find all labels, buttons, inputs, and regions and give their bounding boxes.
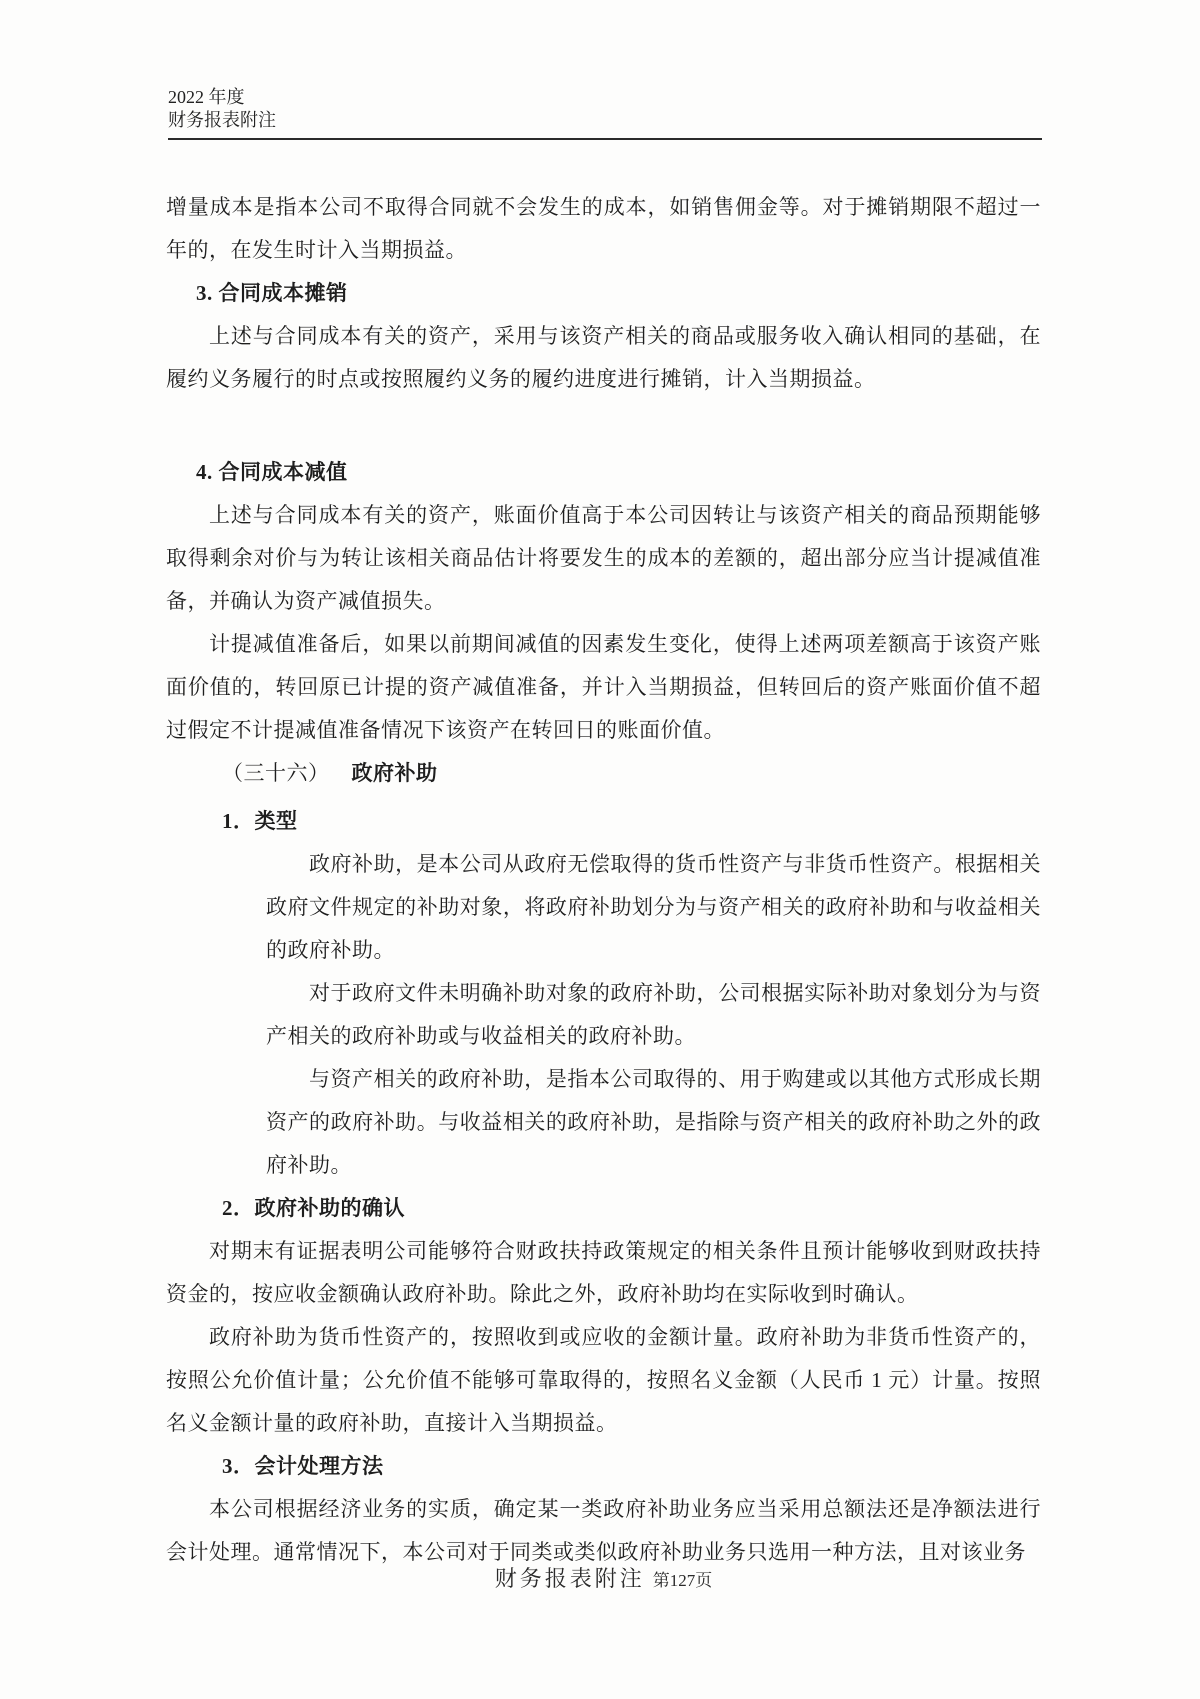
header-year-line: 2022 年度 bbox=[168, 87, 245, 107]
paragraph-grant-types-2: 对于政府文件未明确补助对象的政府补助，公司根据实际补助对象划分为与资产相关的政府补助或与收益相关的政府补助。 bbox=[266, 981, 1041, 1048]
paragraph-grant-types-1: 政府补助，是本公司从政府无偿取得的货币性资产与非货币性资产。根据相关政府文件规定的补助对象，将政府补助划分为与资产相关的政府补助和与收益相关的政府补助。 bbox=[266, 852, 1041, 962]
paragraph-amortization: 上述与合同成本有关的资产，采用与该资产相关的商品或服务收入确认相同的基础，在履约义务履行的时点或按照履约义务的履约进度进行摊销，计入当期损益。 bbox=[166, 324, 1041, 391]
paragraph-impairment-2: 计提减值准备后，如果以前期间减值的因素发生变化，使得上述两项差额高于该资产账面价值的，转回原已计提的资产减值准备，并计入当期损益，但转回后的资产账面价值不超过假定不计提减值准备情况下该资产在转回日的账面价值。 bbox=[166, 632, 1041, 742]
heading-contract-cost-impairment: 4. 合同成本减值 bbox=[196, 460, 348, 484]
section-title: 政府补助 bbox=[351, 761, 438, 785]
paragraph-carryover: 增量成本是指本公司不取得合同就不会发生的成本，如销售佣金等。对于摊销期限不超过一年的，在发生时计入当期损益。 bbox=[166, 195, 1041, 262]
heading-grant-recognition: 2．政府补助的确认 bbox=[222, 1196, 405, 1220]
page-footer bbox=[166, 1562, 1041, 1593]
document-body bbox=[166, 186, 1041, 1574]
heading-accounting-treatment: 3．会计处理方法 bbox=[222, 1454, 384, 1478]
paragraph-grant-types-3: 与资产相关的政府补助，是指本公司取得的、用于购建或以其他方式形成长期资产的政府补助。与收益相关的政府补助，是指除与资产相关的政府补助之外的政府补助。 bbox=[266, 1067, 1041, 1177]
paragraph-grant-recognition-2: 政府补助为货币性资产的，按照收到或应收的金额计量。政府补助为非货币性资产的，按照公允价值计量；公允价值不能够可靠取得的，按照名义金额（人民币 1 元）计量。按照名义金额计量的政府补助，直接计入当期损益。 bbox=[166, 1325, 1041, 1435]
footer-page-number: 第127页 bbox=[652, 1571, 713, 1590]
heading-grant-types: 1．类型 bbox=[222, 809, 298, 833]
heading-contract-cost-amortization: 3. 合同成本摊销 bbox=[196, 281, 348, 305]
section-number-label: （三十六） bbox=[222, 761, 330, 785]
paragraph-impairment-1: 上述与合同成本有关的资产，账面价值高于本公司因转让与该资产相关的商品预期能够取得剩余对价与为转让该相关商品估计将要发生的成本的差额的，超出部分应当计提减值准备，并确认为资产减值损失。 bbox=[166, 503, 1041, 613]
page-header bbox=[168, 86, 1042, 140]
footer-doc-title: 财务报表附注 bbox=[494, 1566, 645, 1591]
paragraph-grant-recognition-1: 对期末有证据表明公司能够符合财政扶持政策规定的相关条件且预计能够收到财政扶持资金的，按应收金额确认政府补助。除此之外，政府补助均在实际收到时确认。 bbox=[166, 1239, 1041, 1306]
header-doc-line: 财务报表附注 bbox=[168, 110, 276, 130]
paragraph-accounting-treatment: 本公司根据经济业务的实质，确定某一类政府补助业务应当采用总额法还是净额法进行会计处理。通常情况下，本公司对于同类或类似政府补助业务只选用一种方法，且对该业务 bbox=[166, 1497, 1041, 1564]
section-heading-government-grants bbox=[222, 752, 1041, 795]
